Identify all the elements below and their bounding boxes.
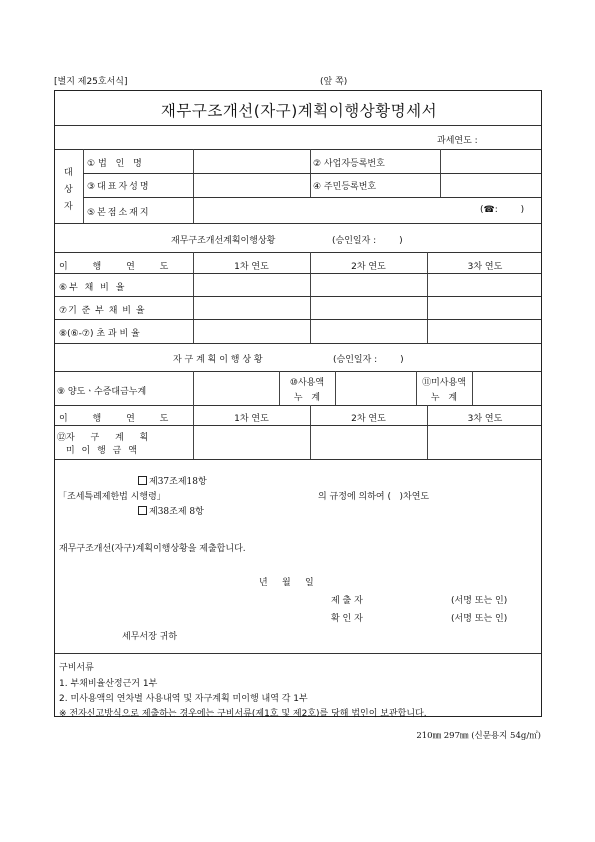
checkbox-icon	[138, 476, 147, 485]
option-37-label: 제37조제18항	[149, 477, 207, 487]
divider	[472, 371, 473, 405]
law-name: 「조세특례제한법 시행령」	[58, 492, 166, 502]
resident-reg-value[interactable]	[443, 177, 538, 191]
hq-address-value[interactable]	[196, 201, 476, 217]
excess-ratio-label: ⑧(⑥-⑦) 초 과 비 율	[59, 329, 140, 339]
declaration-clause: 의 규정에 의하여 ( )차연도	[318, 492, 430, 502]
divider	[193, 371, 194, 405]
divider	[427, 252, 428, 343]
used-total-value[interactable]	[338, 377, 413, 397]
divider	[55, 405, 541, 406]
option-37-checkbox[interactable]	[138, 474, 207, 487]
paper-spec: 210㎜ 297㎜ (신문용지 54g/㎡)	[416, 731, 541, 741]
rep-name-value[interactable]	[196, 177, 306, 191]
unexecuted-amount-label: ⑫자 구 계 획	[57, 433, 149, 443]
divider	[55, 296, 541, 297]
statement-form	[54, 90, 542, 717]
divider	[55, 273, 541, 274]
unexecuted-year3[interactable]	[430, 429, 540, 453]
debt-ratio-year1[interactable]	[196, 277, 306, 291]
divider	[55, 653, 541, 654]
restructuring-year-1: 1차 연도	[234, 262, 269, 272]
restructuring-approval-date: (승인일자 : )	[332, 236, 403, 246]
excess-ratio-year2[interactable]	[313, 323, 423, 337]
applicant-group-label-2: 상	[64, 185, 73, 195]
selfrescue-year-1: 1차 연도	[234, 414, 269, 424]
corp-name-label: ①법 인 명	[87, 159, 145, 169]
form-title: 재무구조개선(자구)계획이행상황명세서	[160, 102, 438, 120]
tax-year-value[interactable]	[485, 133, 535, 144]
base-debt-ratio-year1[interactable]	[196, 300, 306, 314]
unexecuted-year1[interactable]	[196, 429, 306, 453]
hq-address-label: ⑤본점소재지	[87, 208, 151, 218]
resident-reg-label: ④ 주민등록번호	[313, 182, 377, 192]
divider	[55, 125, 541, 126]
divider	[193, 405, 194, 459]
debt-ratio-label: ⑥부 채 비 율	[59, 283, 127, 293]
debt-ratio-year2[interactable]	[313, 277, 423, 291]
attachment-item-1: 1. 부채비율산정근거 1부	[59, 679, 158, 689]
divider	[55, 252, 541, 253]
restructuring-year-2: 2차 연도	[351, 262, 386, 272]
divider	[83, 173, 541, 174]
submitter-signature[interactable]: (서명 또는 인)	[451, 596, 508, 606]
restructuring-heading: 재무구조개선계획이행상황	[171, 236, 276, 246]
divider	[335, 371, 336, 405]
base-debt-ratio-label: ⑦기 준 부 채 비 율	[59, 306, 146, 316]
phone-label: (☎: )	[480, 205, 525, 215]
declaration-statement: 재무구조개선(자구)계획이행상황을 제출합니다.	[59, 544, 246, 554]
divider	[310, 252, 311, 343]
recipient: 세무서장 귀하	[122, 632, 178, 642]
transfer-total-value[interactable]	[196, 377, 276, 397]
tax-year-label: 과세연도 :	[437, 136, 478, 146]
form-number: [별지 제25호서식]	[54, 77, 128, 87]
divider	[310, 405, 311, 459]
transfer-total-label: ⑨ 양도ㆍ수증대금누계	[57, 387, 147, 397]
used-total-label-2: 누 계	[293, 393, 321, 403]
checkbox-icon	[138, 506, 147, 515]
selfrescue-year-header: 이 행 연 도	[59, 414, 169, 424]
option-38-label: 제38조제 8항	[149, 507, 204, 517]
biz-reg-label: ② 사업자등록번호	[313, 159, 385, 169]
selfrescue-heading: 자 구 계 획 이 행 상 황	[173, 355, 263, 365]
selfrescue-year-2: 2차 연도	[351, 414, 386, 424]
rep-name-label: ③대표자성명	[87, 182, 151, 192]
divider	[55, 149, 541, 150]
base-debt-ratio-year3[interactable]	[430, 300, 540, 314]
unused-total-label: ⑪미사용액	[422, 378, 466, 388]
biz-reg-value[interactable]	[443, 153, 538, 167]
used-total-label: ⑩사용액	[289, 378, 325, 388]
restructuring-year-header: 이 행 연 도	[59, 262, 169, 272]
divider	[83, 149, 84, 223]
restructuring-year-3: 3차 연도	[467, 262, 503, 272]
divider	[55, 459, 541, 460]
confirmer-signature[interactable]: (서명 또는 인)	[451, 614, 508, 624]
base-debt-ratio-year2[interactable]	[313, 300, 423, 314]
divider	[55, 343, 541, 344]
attachment-item-2: 2. 미사용액의 연차별 사용내역 및 자구계획 미이행 내역 각 1부	[59, 694, 308, 704]
divider	[193, 252, 194, 343]
corp-name-value[interactable]	[196, 153, 306, 167]
selfrescue-approval-date: (승인일자 : )	[333, 355, 404, 365]
divider	[55, 425, 541, 426]
unexecuted-year2[interactable]	[313, 429, 423, 453]
divider	[55, 223, 541, 224]
excess-ratio-year1[interactable]	[196, 323, 306, 337]
confirmer-label: 확 인 자	[331, 614, 363, 624]
debt-ratio-year3[interactable]	[430, 277, 540, 291]
submitter-label: 제 출 자	[331, 596, 363, 606]
declaration-date[interactable]: 년 월 일	[259, 578, 314, 588]
unused-total-value[interactable]	[475, 377, 539, 397]
unexecuted-amount-label-2: 미 이 행 금 액	[66, 446, 137, 456]
selfrescue-year-3: 3차 연도	[467, 414, 503, 424]
page-side-label: (앞 쪽)	[320, 77, 348, 87]
divider	[427, 405, 428, 459]
option-38-checkbox[interactable]	[138, 504, 204, 517]
unused-total-label-2: 누 계	[430, 393, 458, 403]
divider	[55, 319, 541, 320]
divider	[193, 149, 194, 223]
attachment-note: ※ 전자신고방식으로 제출하는 경우에는 구비서류(제1호 및 제2호)를 당해 법인이 보관합니다.	[59, 709, 427, 719]
excess-ratio-year3[interactable]	[430, 323, 540, 337]
attachments-heading: 구비서류	[59, 663, 94, 673]
divider	[83, 197, 541, 198]
divider	[55, 371, 541, 372]
applicant-group-label-1: 대	[64, 168, 73, 178]
applicant-group-label-3: 자	[64, 202, 73, 212]
